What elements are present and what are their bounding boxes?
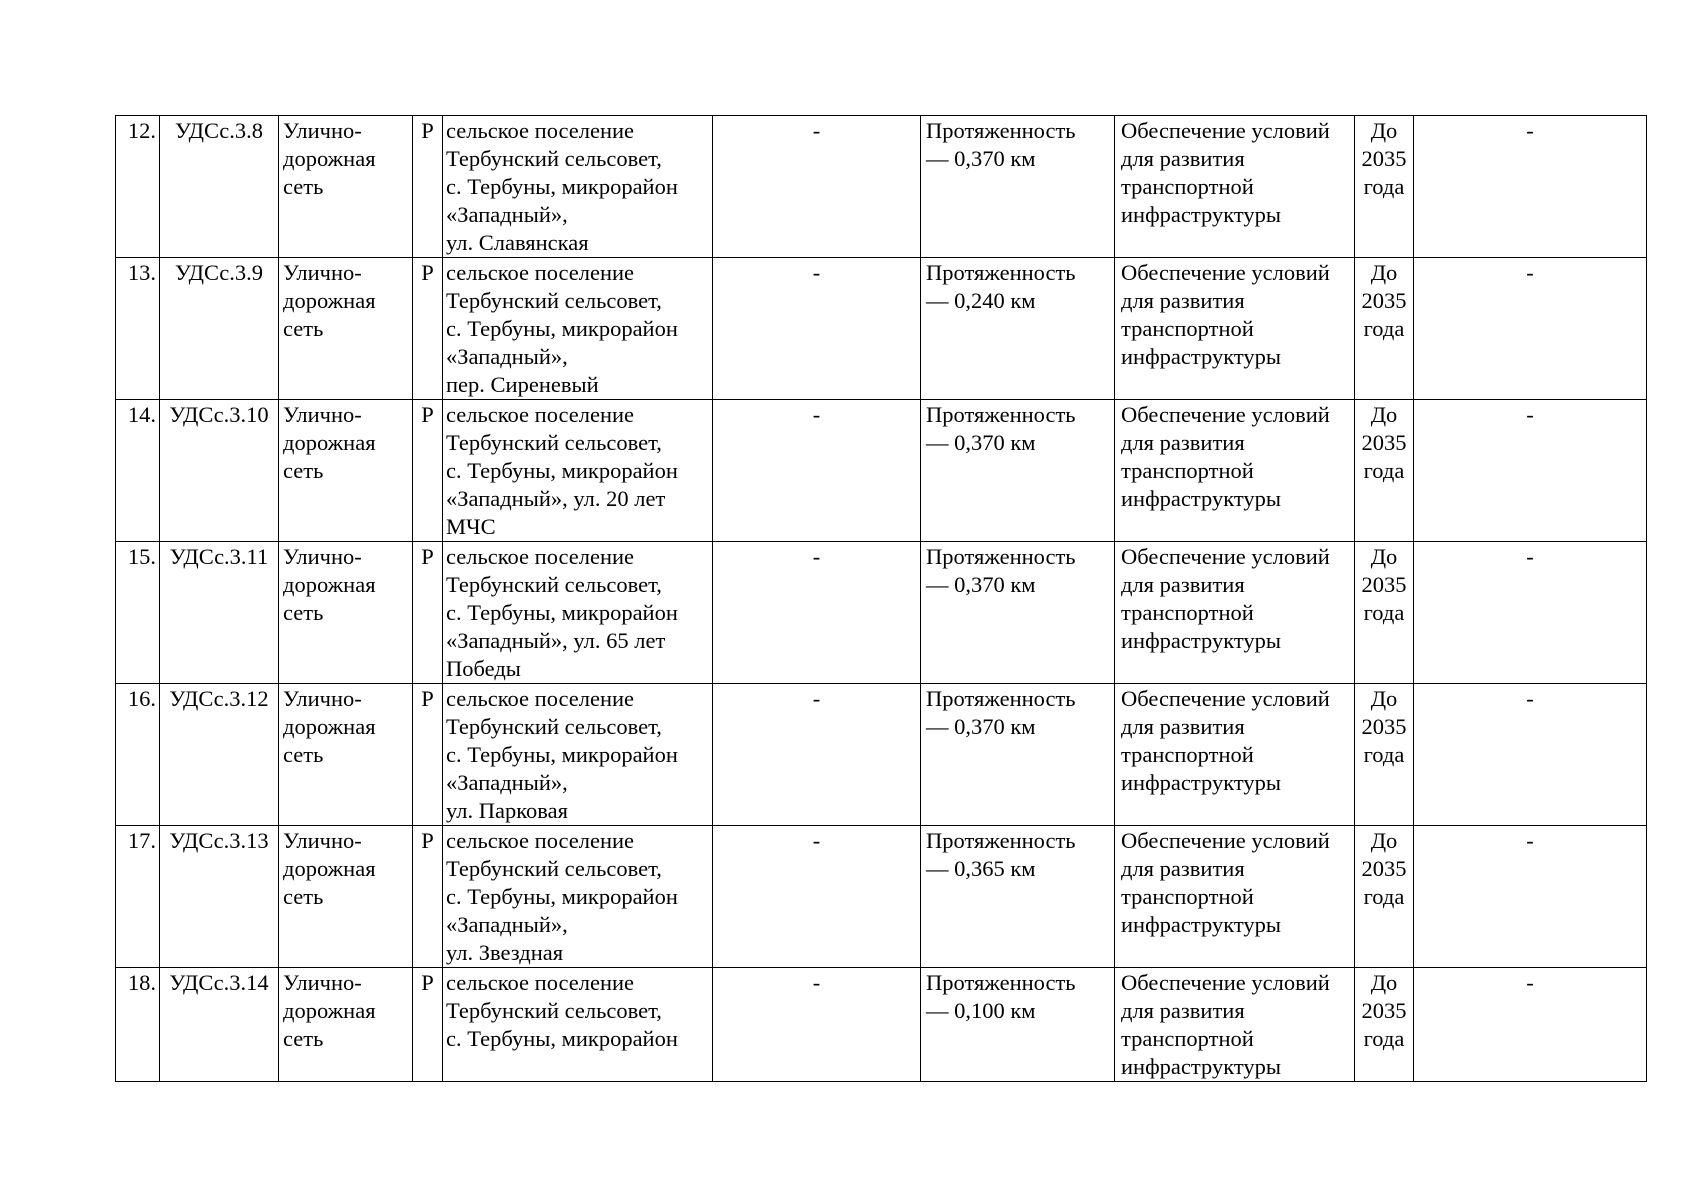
term-cell (1355, 258, 1414, 400)
status-cell: Р (413, 684, 443, 826)
purpose-line: для развития (1121, 856, 1245, 881)
location-line: сельское поселение (446, 118, 635, 143)
location-line: сельское поселение (446, 686, 635, 711)
empty-value-cell: - (713, 400, 921, 542)
location-line: ул. Парковая (446, 798, 568, 823)
location-cell (443, 826, 713, 968)
object-code-cell: УДСс.3.14 (160, 968, 279, 1082)
object-type-line: сеть (283, 742, 324, 767)
term-line: 2035 (1361, 430, 1407, 455)
location-line: Тербунский сельсовет, (446, 288, 662, 313)
term-cell (1355, 542, 1414, 684)
characteristic-cell (921, 542, 1115, 684)
object-code-cell: УДСс.3.11 (160, 542, 279, 684)
empty-value-cell: - (1414, 258, 1647, 400)
term-line: года (1363, 174, 1405, 199)
empty-value-cell: - (713, 968, 921, 1082)
object-code-cell: УДСс.3.10 (160, 400, 279, 542)
location-cell (443, 116, 713, 258)
term-cell (1355, 400, 1414, 542)
purpose-line: Обеспечение условий (1121, 260, 1330, 285)
characteristic-line: Протяженность (926, 260, 1076, 285)
purpose-line: инфраструктуры (1121, 486, 1281, 511)
location-cell (443, 400, 713, 542)
characteristic-line: Протяженность (926, 828, 1076, 853)
term-line: 2035 (1361, 998, 1407, 1023)
characteristic-cell (921, 968, 1115, 1082)
location-cell (443, 684, 713, 826)
purpose-line: транспортной (1121, 316, 1254, 341)
location-line: ул. Славянская (446, 230, 589, 255)
term-line: года (1363, 1026, 1405, 1051)
purpose-line: Обеспечение условий (1121, 686, 1330, 711)
purpose-line: транспортной (1121, 174, 1254, 199)
object-code-cell: УДСс.3.13 (160, 826, 279, 968)
term-line: До (1370, 118, 1398, 143)
planning-objects-table (115, 115, 1647, 1082)
purpose-line: для развития (1121, 998, 1245, 1023)
status-cell: Р (413, 542, 443, 684)
table-row (116, 968, 1647, 1082)
purpose-line: транспортной (1121, 742, 1254, 767)
location-line: МЧС (446, 514, 496, 539)
purpose-line: для развития (1121, 714, 1245, 739)
object-type-line: сеть (283, 884, 324, 909)
purpose-line: инфраструктуры (1121, 912, 1281, 937)
location-line: Тербунский сельсовет, (446, 856, 662, 881)
term-line: До (1370, 970, 1398, 995)
location-line: сельское поселение (446, 260, 635, 285)
purpose-line: инфраструктуры (1121, 770, 1281, 795)
term-cell (1355, 116, 1414, 258)
term-cell (1355, 826, 1414, 968)
characteristic-cell (921, 826, 1115, 968)
characteristic-cell (921, 258, 1115, 400)
purpose-line: инфраструктуры (1121, 202, 1281, 227)
location-line: с. Тербуны, микрорайон (446, 1026, 678, 1051)
table-row (116, 826, 1647, 968)
object-type-line: дорожная (283, 146, 376, 171)
term-line: года (1363, 316, 1405, 341)
location-line: с. Тербуны, микрорайон (446, 884, 678, 909)
characteristic-line: Протяженность (926, 118, 1076, 143)
purpose-line: Обеспечение условий (1121, 544, 1330, 569)
object-type-line: дорожная (283, 856, 376, 881)
purpose-cell (1115, 258, 1355, 400)
location-line: с. Тербуны, микрорайон (446, 600, 678, 625)
characteristic-line: — 0,100 км (926, 998, 1036, 1023)
object-type-line: дорожная (283, 998, 376, 1023)
characteristic-line: — 0,365 км (926, 856, 1036, 881)
characteristic-cell (921, 684, 1115, 826)
location-line: «Западный», ул. 65 лет (446, 628, 666, 653)
object-type-cell (279, 684, 413, 826)
status-cell: Р (413, 116, 443, 258)
status-cell: Р (413, 400, 443, 542)
purpose-line: транспортной (1121, 600, 1254, 625)
purpose-line: инфраструктуры (1121, 628, 1281, 653)
purpose-cell (1115, 684, 1355, 826)
term-line: До (1370, 260, 1398, 285)
table-row (116, 542, 1647, 684)
location-line: с. Тербуны, микрорайон (446, 742, 678, 767)
location-cell (443, 258, 713, 400)
term-line: До (1370, 686, 1398, 711)
characteristic-line: Протяженность (926, 544, 1076, 569)
purpose-cell (1115, 542, 1355, 684)
empty-value-cell: - (713, 258, 921, 400)
purpose-line: транспортной (1121, 458, 1254, 483)
purpose-cell (1115, 968, 1355, 1082)
purpose-line: Обеспечение условий (1121, 970, 1330, 995)
term-cell (1355, 684, 1414, 826)
object-type-line: Улично- (283, 686, 362, 711)
row-number-cell: 13. (116, 258, 160, 400)
term-line: 2035 (1361, 288, 1407, 313)
object-type-line: Улично- (283, 970, 362, 995)
purpose-line: Обеспечение условий (1121, 828, 1330, 853)
object-code-cell: УДСс.3.9 (160, 258, 279, 400)
object-type-line: сеть (283, 600, 324, 625)
object-type-line: сеть (283, 174, 324, 199)
purpose-line: транспортной (1121, 1026, 1254, 1051)
term-line: 2035 (1361, 572, 1407, 597)
purpose-cell (1115, 400, 1355, 542)
status-cell: Р (413, 258, 443, 400)
location-line: сельское поселение (446, 544, 635, 569)
row-number-cell: 16. (116, 684, 160, 826)
status-cell: Р (413, 826, 443, 968)
term-line: 2035 (1361, 146, 1407, 171)
empty-value-cell: - (713, 826, 921, 968)
object-type-line: сеть (283, 1026, 324, 1051)
term-line: 2035 (1361, 714, 1407, 739)
object-type-line: Улично- (283, 118, 362, 143)
status-cell: Р (413, 968, 443, 1082)
location-line: «Западный», (446, 912, 568, 937)
location-line: «Западный», ул. 20 лет (446, 486, 666, 511)
location-line: сельское поселение (446, 402, 635, 427)
table-body (116, 116, 1647, 1082)
table-row (116, 400, 1647, 542)
location-line: сельское поселение (446, 970, 635, 995)
characteristic-cell (921, 400, 1115, 542)
object-code-cell: УДСс.3.8 (160, 116, 279, 258)
row-number-cell: 12. (116, 116, 160, 258)
characteristic-line: — 0,240 км (926, 288, 1036, 313)
empty-value-cell: - (1414, 400, 1647, 542)
object-type-cell (279, 400, 413, 542)
row-number-cell: 14. (116, 400, 160, 542)
characteristic-line: Протяженность (926, 970, 1076, 995)
table-row (116, 116, 1647, 258)
location-cell (443, 968, 713, 1082)
characteristic-line: Протяженность (926, 686, 1076, 711)
characteristic-line: — 0,370 км (926, 572, 1036, 597)
term-line: До (1370, 544, 1398, 569)
location-line: с. Тербуны, микрорайон (446, 458, 678, 483)
location-line: Тербунский сельсовет, (446, 714, 662, 739)
term-line: года (1363, 600, 1405, 625)
location-line: Тербунский сельсовет, (446, 430, 662, 455)
table-row (116, 258, 1647, 400)
object-type-line: дорожная (283, 572, 376, 597)
object-type-line: сеть (283, 458, 324, 483)
empty-value-cell: - (713, 684, 921, 826)
purpose-line: для развития (1121, 146, 1245, 171)
object-type-cell (279, 968, 413, 1082)
location-line: «Западный», (446, 344, 568, 369)
location-line: Победы (446, 656, 521, 681)
purpose-line: инфраструктуры (1121, 1054, 1281, 1079)
location-line: «Западный», (446, 202, 568, 227)
empty-value-cell: - (1414, 968, 1647, 1082)
purpose-line: для развития (1121, 430, 1245, 455)
location-cell (443, 542, 713, 684)
object-type-cell (279, 826, 413, 968)
empty-value-cell: - (713, 542, 921, 684)
object-type-cell (279, 116, 413, 258)
empty-value-cell: - (1414, 542, 1647, 684)
object-type-line: дорожная (283, 714, 376, 739)
location-line: ул. Звездная (446, 940, 564, 965)
empty-value-cell: - (713, 116, 921, 258)
object-type-line: Улично- (283, 828, 362, 853)
object-type-cell (279, 258, 413, 400)
location-line: Тербунский сельсовет, (446, 146, 662, 171)
object-type-line: Улично- (283, 260, 362, 285)
purpose-line: для развития (1121, 288, 1245, 313)
term-line: До (1370, 828, 1398, 853)
purpose-line: инфраструктуры (1121, 344, 1281, 369)
object-type-line: дорожная (283, 430, 376, 455)
characteristic-line: — 0,370 км (926, 714, 1036, 739)
location-line: «Западный», (446, 770, 568, 795)
location-line: с. Тербуны, микрорайон (446, 174, 678, 199)
term-cell (1355, 968, 1414, 1082)
characteristic-line: — 0,370 км (926, 430, 1036, 455)
location-line: Тербунский сельсовет, (446, 998, 662, 1023)
object-type-cell (279, 542, 413, 684)
term-line: года (1363, 742, 1405, 767)
table-row (116, 684, 1647, 826)
object-type-line: сеть (283, 316, 324, 341)
location-line: пер. Сиреневый (446, 372, 599, 397)
empty-value-cell: - (1414, 116, 1647, 258)
purpose-line: Обеспечение условий (1121, 402, 1330, 427)
purpose-cell (1115, 116, 1355, 258)
object-type-line: дорожная (283, 288, 376, 313)
location-line: Тербунский сельсовет, (446, 572, 662, 597)
purpose-line: для развития (1121, 572, 1245, 597)
purpose-cell (1115, 826, 1355, 968)
purpose-line: транспортной (1121, 884, 1254, 909)
purpose-line: Обеспечение условий (1121, 118, 1330, 143)
characteristic-line: — 0,370 км (926, 146, 1036, 171)
term-line: года (1363, 458, 1405, 483)
location-line: сельское поселение (446, 828, 635, 853)
term-line: До (1370, 402, 1398, 427)
characteristic-cell (921, 116, 1115, 258)
object-type-line: Улично- (283, 402, 362, 427)
empty-value-cell: - (1414, 684, 1647, 826)
characteristic-line: Протяженность (926, 402, 1076, 427)
row-number-cell: 18. (116, 968, 160, 1082)
empty-value-cell: - (1414, 826, 1647, 968)
object-type-line: Улично- (283, 544, 362, 569)
object-code-cell: УДСс.3.12 (160, 684, 279, 826)
row-number-cell: 17. (116, 826, 160, 968)
term-line: года (1363, 884, 1405, 909)
term-line: 2035 (1361, 856, 1407, 881)
row-number-cell: 15. (116, 542, 160, 684)
location-line: с. Тербуны, микрорайон (446, 316, 678, 341)
